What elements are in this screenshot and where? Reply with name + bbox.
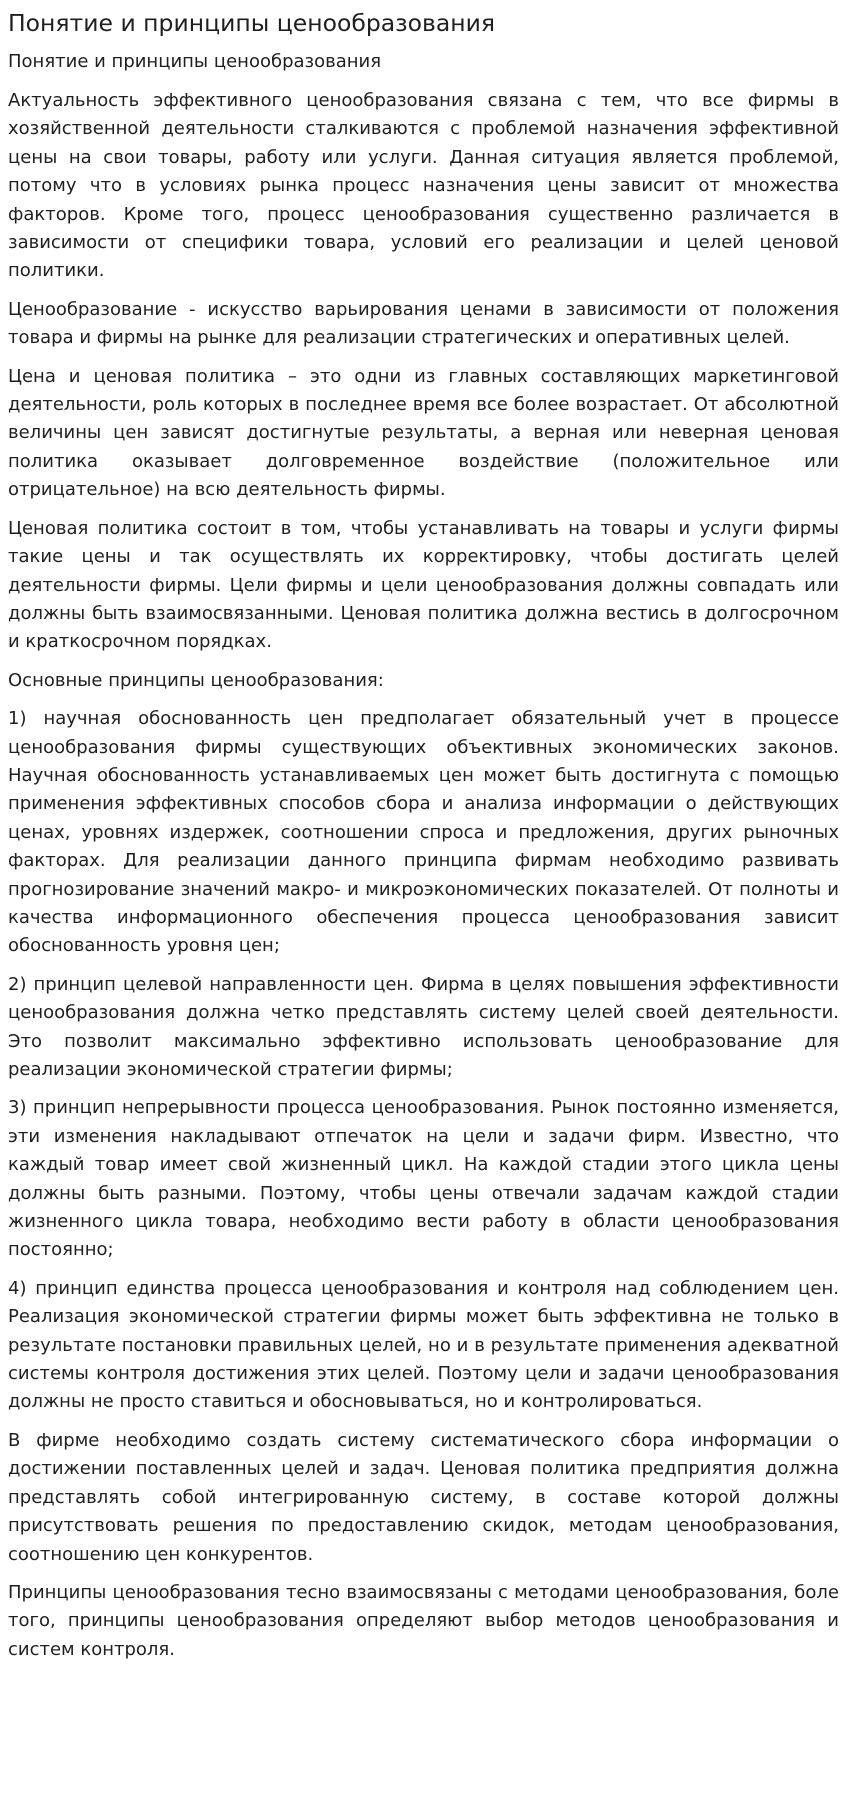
paragraph-price-policy-role: Цена и ценовая политика – это одни из главных составляющих маркетинговой деятельности, роль которых в последнее время все более возрастает. От абсолютной величины цен зависят достигнутые результаты, а верная или неверная ценовая политика оказывает долговременное воздействие (положительное или отрицательное) на всю деятельность фирмы. (8, 365, 839, 501)
paragraph-conclusion: Принципы ценообразования тесно взаимосвязаны с методами ценообразования, боле того, принципы ценообразования определяют выбор методов ценообразования и систем контроля. (8, 1581, 839, 1660)
paragraph-principle-2: 2) принцип целевой направленности цен. Фирма в целях повышения эффективности ценообразования должна четко представлять систему целей своей деятельности. Это позволит максимально эффективно использовать ценообразование для реализации экономической стратегии фирмы; (8, 973, 839, 1080)
paragraph-price-policy-essence: Ценовая политика состоит в том, чтобы устанавливать на товары и услуги фирмы такие цены и так осуществлять их корректировку, чтобы достигать целей деятельности фирмы. Цели фирмы и цели ценообразования должны совпадать или должны быть взаимосвязанными. Ценовая политика должна вестись в долгосрочном и краткосрочном порядках. (8, 517, 839, 653)
paragraph-principles-heading: Основные принципы ценообразования: (8, 669, 384, 691)
page-title: Понятие и принципы ценообразования (8, 9, 496, 37)
paragraph-principle-1: 1) научная обоснованность цен предполагает обязательный учет в процессе ценообразования фирмы существующих объективных экономических законов. Научная обоснованность устанавливаемых цен может быть достигнута с помощью применения эффективных способов сбора и анализа информации о действующих ценах, уровнях издержек, соотношении спроса и предложения, других рыночных факторах. Для реализации данного принципа фирмам необходимо развивать прогнозирование значений макро- и микроэкономических показателей. От полноты и качества информационного обеспечения процесса ценообразования зависит обоснованность уровня цен; (8, 708, 839, 957)
paragraph-pricing-definition: Ценообразование - искусство варьирования ценами в зависимости от положения товара и фирмы на рынке для реализации стратегических и оперативных целей. (8, 298, 839, 349)
paragraph-relevance: Актуальность эффективного ценообразования связана с тем, что все фирмы в хозяйственной деятельности сталкиваются с проблемой назначения эффективной цены на свои товары, работу или услуги. Данная ситуация является проблемой, потому что в условиях рынка процесс назначения цены зависит от множества факторов. Кроме того, процесс ценообразования существенно различается в зависимости от специфики товара, условий его реализации и целей ценовой политики. (8, 90, 839, 282)
paragraph-information-system: В фирме необходимо создать систему систематического сбора информации о достижении поставленных целей и задач. Ценовая политика предприятия должна представлять собой интегрированную систему, в составе которой должны присутствовать решения по предоставлению скидок, методам ценообразования, соотношению цен конкурентов. (8, 1429, 839, 1565)
paragraph-principle-3: 3) принцип непрерывности процесса ценообразования. Рынок постоянно изменяется, эти изменения накладывают отпечаток на цели и задачи фирм. Известно, что каждый товар имеет свой жизненный цикл. На каждой стадии этого цикла цены должны быть разными. Поэтому, чтобы цены отвечали задачам каждой стадии жизненного цикла товара, необходимо вести работу в области ценообразования постоянно; (8, 1097, 839, 1261)
paragraph-principle-4: 4) принцип единства процесса ценообразования и контроля над соблюдением цен. Реализация экономической стратегии фирмы может быть эффективна не только в результате постановки правильных целей, но и в результате применения адекватной системы контроля достижения этих целей. Поэтому цели и задачи ценообразования должны не просто ставиться и обосновываться, но и контролироваться. (8, 1277, 839, 1413)
section-subtitle: Понятие и принципы ценообразования (8, 51, 382, 72)
